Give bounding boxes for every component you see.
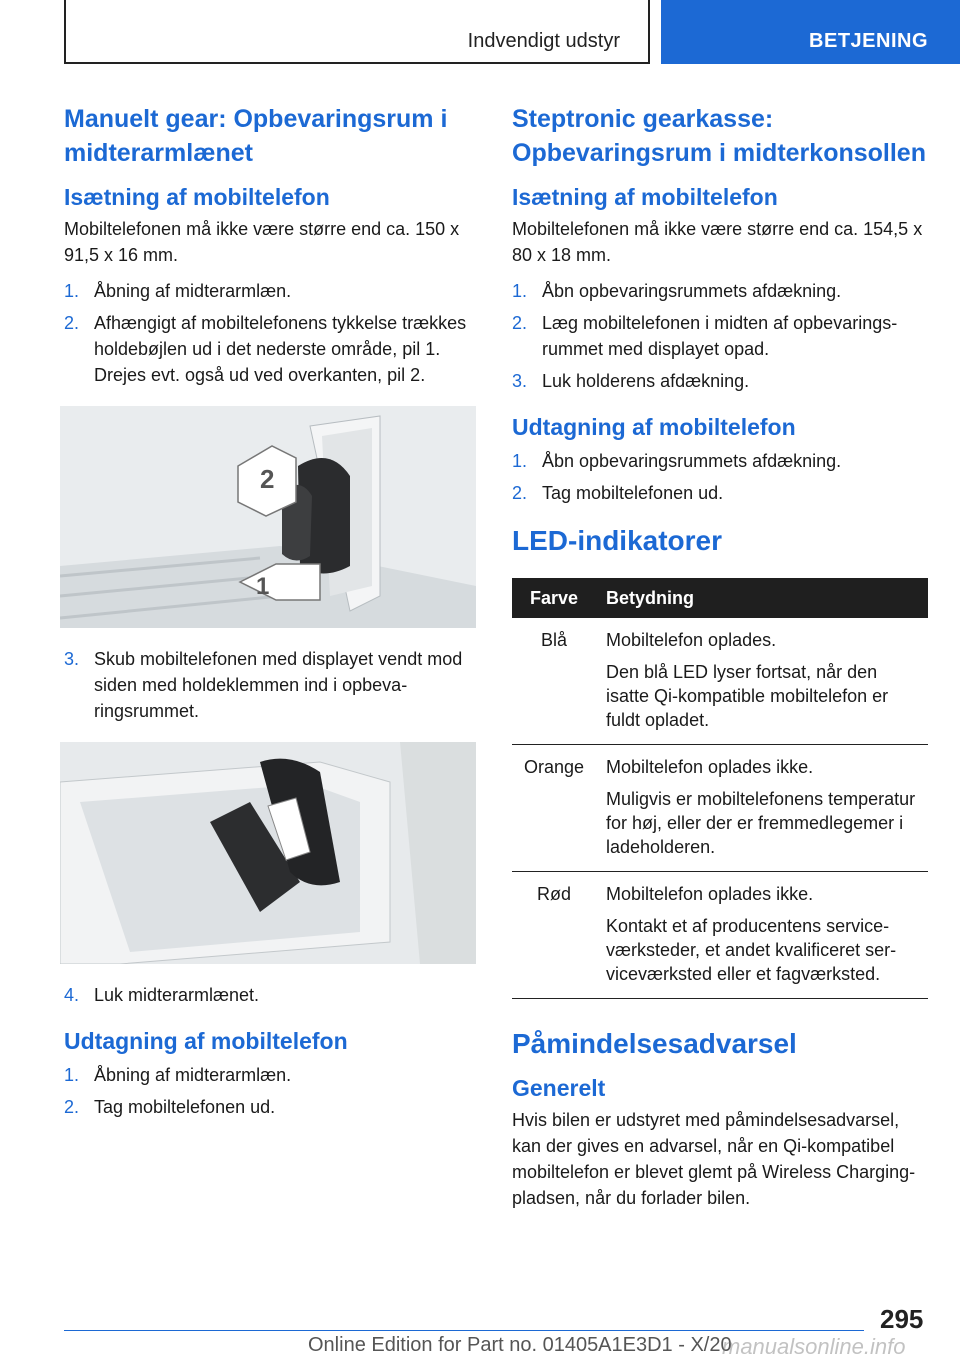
- list-item: [512, 310, 928, 362]
- left-steps-b: [64, 646, 476, 724]
- step-text: Tag mobiltelefonen ud.: [542, 483, 724, 503]
- step-number: 1.: [64, 1065, 80, 1085]
- right-title: Steptronic gearkasse: Opbevaringsrum i midterkonsollen: [512, 105, 926, 167]
- step-number: 2.: [512, 313, 528, 333]
- list-item: [64, 1094, 476, 1120]
- left-insert-text: Mobiltelefonen må ikke være større end ca. 150 x 91,5 x 16 mm.: [64, 219, 460, 265]
- left-steps-c: [64, 982, 476, 1008]
- list-item: [64, 278, 476, 304]
- led-table: [512, 578, 928, 999]
- step-number: 2.: [512, 483, 528, 503]
- list-item: [64, 1062, 476, 1088]
- right-insert-heading: Isætning af mobiltelefon: [512, 184, 778, 210]
- step-text: Tag mobiltelefonen ud.: [94, 1097, 276, 1117]
- step-number: 2.: [64, 313, 80, 333]
- list-item: [512, 480, 928, 506]
- phone-insert-illustration: [60, 742, 476, 964]
- table-header-row: [512, 578, 928, 618]
- general-text: Hvis bilen er udstyret med påmindelsesadvarsel, kan der gives en advarsel, når en Qi-kompatibel mobiltelefon er blevet glemt på Wireless Charging-pladsen, når du forlader bilen.: [512, 1110, 916, 1208]
- left-steps-a: [64, 278, 476, 388]
- table-row: [512, 618, 928, 745]
- step-text: Læg mobiltelefonen i midten af opbevaringsrummet med displayet opad.: [542, 313, 898, 359]
- led-meaning-cell: [596, 618, 928, 745]
- step-text: Åbn opbevaringsrummets afdækning.: [542, 281, 842, 301]
- right-remove-heading: Udtagning af mobiltelefon: [512, 414, 796, 440]
- page-number: 295: [880, 1304, 924, 1334]
- step-number: 1.: [512, 451, 528, 471]
- right-insert-steps: [512, 278, 928, 394]
- arrow-label-2: 2: [260, 464, 275, 494]
- step-text: Åbning af midterarmlæn.: [94, 1065, 292, 1085]
- arrow-label-1: 1: [256, 573, 270, 600]
- left-insert-heading: Isætning af mobiltelefon: [64, 184, 330, 210]
- list-item: [512, 368, 928, 394]
- left-remove-heading: Udtagning af mobiltelefon: [64, 1028, 348, 1054]
- table-row: [512, 745, 928, 872]
- led-meaning-line: Mobiltelefon oplades ikke.: [606, 884, 814, 904]
- right-column: [512, 102, 928, 1221]
- footer-edition: Online Edition for Part no. 01405A1E3D1 - X/20: [308, 1334, 732, 1356]
- step-number: 2.: [64, 1097, 80, 1117]
- list-item: [64, 646, 476, 724]
- led-color-cell: Orange: [512, 745, 596, 872]
- led-meaning-cell: [596, 745, 928, 872]
- step-text: Luk midterarmlænet.: [94, 985, 260, 1005]
- header-chapter-title: BETJENING: [809, 30, 928, 52]
- led-meaning-line: Mobiltelefon oplades.: [606, 630, 777, 650]
- right-remove-steps: [512, 448, 928, 506]
- step-number: 1.: [512, 281, 528, 301]
- left-column: [64, 102, 476, 1130]
- list-item: [64, 310, 476, 388]
- led-meaning-line: Muligvis er mobiltelefonens temperatur for høj, eller der er fremmedlegemer i ladeholderen.: [606, 789, 916, 857]
- led-meaning-line: Mobiltelefon oplades ikke.: [606, 757, 814, 777]
- table-row: [512, 872, 928, 999]
- step-text: Skub mobiltelefonen med displayet vendt mod siden med holdeklemmen ind i opbevaringsrummet.: [94, 649, 463, 721]
- footer-divider: [64, 1330, 864, 1331]
- led-color-cell: Blå: [512, 618, 596, 745]
- led-meaning-line: Kontakt et af producentens serviceværksteder, et andet kvalificeret serviceværksted eller et fagværksted.: [606, 916, 897, 984]
- left-remove-steps: [64, 1062, 476, 1120]
- step-text: Luk holderens afdækning.: [542, 371, 750, 391]
- watermark: manualsonline.info: [722, 1334, 906, 1359]
- step-number: 1.: [64, 281, 80, 301]
- step-number: 3.: [64, 649, 80, 669]
- header-section-box: [64, 0, 650, 64]
- led-color-cell: Rød: [512, 872, 596, 999]
- general-heading: Generelt: [512, 1075, 606, 1101]
- list-item: [512, 448, 928, 474]
- reminder-heading: Påmindelsesadvarsel: [512, 1028, 797, 1059]
- step-text: Afhængigt af mobiltelefonens tykkelse trækkes holdebøjlen ud i det nederste område, pil 1. Drejes evt. også ud ved overkanten, pil 2.: [94, 313, 467, 385]
- column-header: Farve: [512, 578, 596, 618]
- header-chapter-tab: [661, 0, 960, 64]
- left-title: Manuelt gear: Opbevaringsrum i midterarmlænet: [64, 105, 448, 167]
- list-item: [512, 278, 928, 304]
- step-text: Åbning af midterarmlæn.: [94, 281, 292, 301]
- led-meaning-cell: [596, 872, 928, 999]
- step-text: Åbn opbevaringsrummets afdækning.: [542, 451, 842, 471]
- right-insert-text: Mobiltelefonen må ikke være større end ca. 154,5 x 80 x 18 mm.: [512, 219, 923, 265]
- header-section-title: Indvendigt udstyr: [467, 30, 620, 52]
- led-heading: LED-indikatorer: [512, 525, 723, 556]
- led-meaning-line: Den blå LED lyser fortsat, når den isatte Qi-kompatible mobiltelefon er fuldt opladet.: [606, 662, 889, 730]
- phone-holder-illustration: [60, 406, 476, 628]
- column-header: Betydning: [596, 578, 928, 618]
- list-item: [64, 982, 476, 1008]
- step-number: 3.: [512, 371, 528, 391]
- step-number: 4.: [64, 985, 80, 1005]
